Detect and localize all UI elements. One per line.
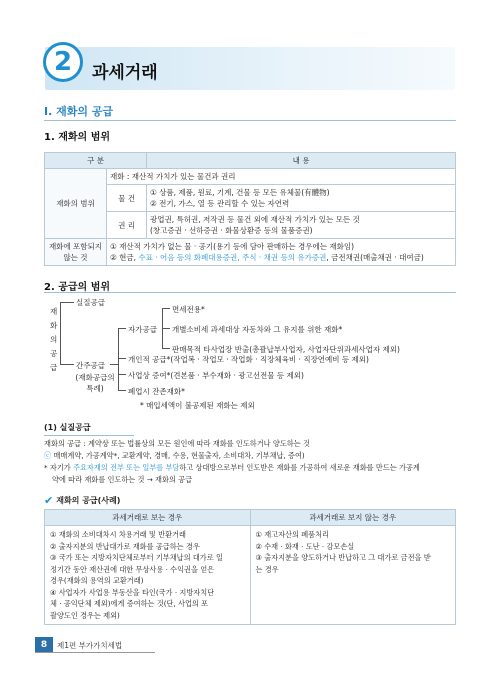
table-header: 과세거래로 보지 않는 경우 — [250, 510, 456, 526]
actual-supply: 실질공급 — [76, 298, 105, 307]
bracket-line — [60, 364, 74, 365]
table-header: 내 용 — [147, 153, 456, 169]
row-label: 재화에 포함되지 않는 것 — [45, 239, 107, 266]
para-line: 약에 따라 재화를 인도하는 것 → 재화의 공급 — [52, 475, 193, 484]
section-divider — [44, 120, 456, 121]
para-line — [44, 462, 420, 474]
case-line: ③ 국가 또는 지방자치단체로부터 기부채납의 대가로 일 — [50, 553, 223, 562]
text: ② 현금, — [110, 253, 139, 262]
self-supply: 자가공급 — [128, 325, 157, 334]
root-char: 의 — [50, 335, 58, 344]
case-title-text: 재화의 공급(사례) — [56, 496, 121, 505]
row-intro: 재화 : 재산적 가치가 있는 물건과 권리 — [107, 169, 456, 185]
branch-line — [110, 364, 118, 365]
para-line: 재화의 공급 : 계약상 또는 법률상의 모든 원인에 따라 재화를 인도하거나 양도하는 것 — [44, 439, 310, 448]
taxable-cases — [45, 526, 251, 625]
case-line: 괄양도인 경우는 제외) — [50, 610, 120, 620]
footer-divider — [35, 652, 155, 653]
case-line: ④ 사업자가 사업용 부동산을 타인(국가 · 지방자치단 — [50, 587, 215, 597]
branch-line — [118, 358, 126, 359]
case-line: 체 · 공익단체 제외)에게 증여하는 것(단, 사업의 포 — [50, 599, 209, 608]
section-title: Ⅰ. 재화의 공급 — [44, 105, 114, 118]
cell-line: ① 재산적 가치가 없는 물 · 공기(용기 등에 담아 판매하는 경우에는 재화임) — [110, 242, 355, 251]
highlight-text: 수표 · 어음 등의 화폐대용증권, 주식 · 채권 등의 유가증권 — [138, 253, 327, 262]
table-header: 과세거래로 보는 경우 — [45, 510, 251, 526]
chapter-title: 과세거래 — [92, 63, 158, 83]
footer-text: 제1편 부가가치세법 — [57, 641, 123, 650]
branch-line — [118, 390, 126, 391]
branch-line — [118, 328, 126, 329]
subsection-title-2: 2. 공급의 범위 — [44, 282, 111, 293]
branch-line — [118, 328, 119, 390]
case-table — [44, 509, 456, 625]
sub-label: 물 건 — [107, 185, 147, 212]
sub-label: 권 리 — [107, 212, 147, 239]
bracket-line — [60, 302, 61, 364]
text: 하고 상대방으로부터 인도받은 재화를 가공하여 새로운 재화를 만드는 가공계 — [179, 463, 420, 472]
case-line: 정기간 동안 재산권에 대한 무상사용 · 수익권을 얻은 — [50, 564, 215, 574]
cell-content — [147, 185, 456, 212]
example-icon: ⓒ — [44, 451, 52, 460]
cell-line: (창고증권 · 선하증권 · 화물상환증 등의 물품증권) — [150, 226, 313, 235]
self-item: 개별소비세 과세대상 자동차와 그 유지를 위한 재화* — [172, 325, 343, 334]
self-item: 판매목적 타사업장 반출(총괄납부사업자, 사업자단위과세사업자 제외) — [172, 345, 400, 354]
check-icon: ✔ — [44, 494, 54, 507]
cell-line: ② 전기, 가스, 열 등 관리할 수 있는 자연력 — [150, 199, 290, 208]
cell-line: ① 상품, 제품, 원료, 기계, 건물 등 모든 유체물(有體物) — [150, 188, 330, 197]
cell-content — [147, 212, 456, 239]
branch-line — [162, 348, 170, 349]
branch-line — [162, 328, 170, 329]
chapter-number: 2 — [43, 42, 83, 82]
goods-scope-table — [44, 152, 456, 266]
root-char: 재 — [50, 307, 58, 316]
case-line: ① 재고자산의 폐품처리 — [255, 530, 330, 539]
case-line: ② 출자지분의 반납대가로 재화를 공급하는 경우 — [50, 541, 200, 551]
text: * 자기가 — [44, 463, 73, 472]
text: , 금전채권(매출채권 · 대여금) — [326, 253, 424, 262]
table-header: 구 분 — [45, 153, 147, 169]
row-label: 재화의 범위 — [45, 169, 107, 239]
closure-goods: 폐업시 잔존재화* — [128, 387, 185, 396]
para-divider — [44, 435, 134, 436]
case-line: ② 수재 · 화재 · 도난 · 감모손실 — [255, 541, 355, 551]
business-gift: 사업상 증여*(견본품 · 부수재화 · 광고선전물 등 제외) — [128, 371, 304, 380]
case-line: 는 경우 — [255, 564, 279, 574]
subsection-title-1: 1. 재화의 범위 — [44, 132, 111, 143]
deemed-supply: 간주공급 — [76, 361, 105, 370]
subsection-divider — [44, 292, 456, 293]
case-line: 경우(재화의 용역의 교환거래) — [50, 576, 144, 585]
root-char: 급 — [50, 363, 58, 372]
case-line: ① 재화의 소비대차시 차용거래 및 반환거래 — [50, 530, 186, 539]
root-char: 화 — [50, 321, 58, 330]
para-line — [44, 450, 305, 462]
self-item: 면세전용* — [172, 305, 205, 314]
deemed-supply-sub: (재화공급의 특례) — [75, 373, 115, 393]
personal-supply: 개인적 공급*(작업복 · 작업모 · 작업화 · 직장체육비 · 직장연예비 등 제외) — [128, 355, 369, 364]
non-taxable-cases — [250, 526, 456, 625]
diagram-note: * 매입세액이 불공제된 재화는 제외 — [140, 401, 255, 410]
bracket-line — [60, 302, 74, 303]
cell-line: 광업권, 특허권, 저작권 등 물건 외에 재산적 가치가 있는 모든 것 — [150, 215, 360, 224]
supply-scope-diagram — [44, 300, 456, 408]
text: 매매계약, 가공계약*, 교환계약, 경매, 수용, 현물출자, 소비대차, 기부채납, 증여) — [51, 451, 305, 460]
cell-content — [107, 239, 456, 266]
branch-line — [162, 308, 170, 309]
highlight-text: 주요자재의 전부 또는 일부를 부담 — [73, 463, 180, 472]
case-line: ③ 출자지분을 양도하거나 반납하고 그 대가로 금전을 받 — [255, 553, 431, 562]
cell-line — [110, 252, 452, 263]
branch-line — [118, 374, 126, 375]
page-number: 8 — [35, 637, 53, 652]
root-char: 공 — [50, 349, 58, 358]
para-title: (1) 실질공급 — [44, 423, 91, 432]
case-title — [44, 494, 120, 507]
